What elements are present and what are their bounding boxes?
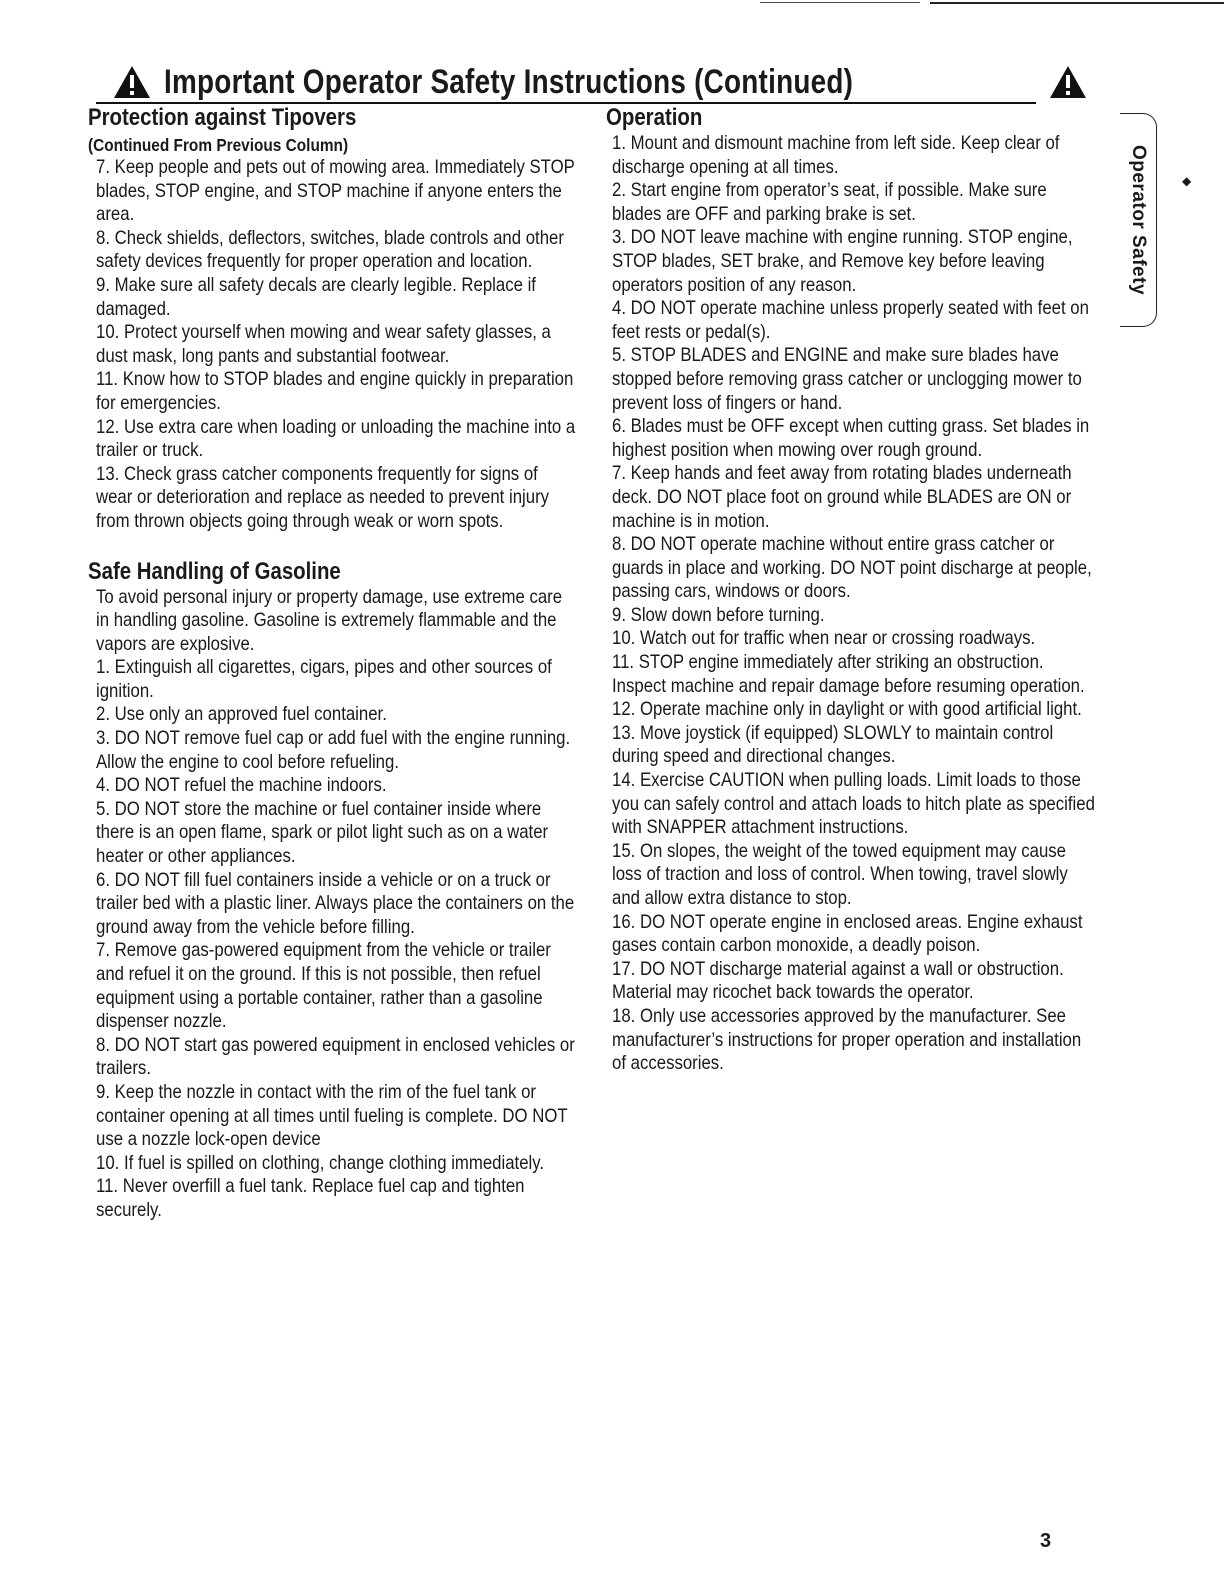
list-item: 1. Mount and dismount machine from left side. Keep clear of discharge opening at all times.	[612, 132, 1060, 178]
list-item: 14. Exercise CAUTION when pulling loads. Limit loads to those you can safely control and attach loads to hitch plate as specified with SNAPPER attachment instructions.	[612, 769, 1095, 839]
warning-triangle-icon	[1048, 64, 1088, 100]
page-number: 3	[1040, 1530, 1052, 1552]
section-intro: To avoid personal injury or property damage, use extreme care in handling gasoline. Gasoline is extremely flammable and the vapors are explosive.	[96, 585, 563, 655]
list-item: 11. Never overfill a fuel tank. Replace fuel cap and tighten securely.	[96, 1175, 525, 1221]
top-rule	[760, 2, 920, 3]
list-item: 9. Keep the nozzle in contact with the rim of the fuel tank or container opening at all times until fueling is complete. DO NOT use a nozzle lock-open device	[96, 1080, 568, 1151]
list-item: 9. Slow down before turning.	[612, 603, 825, 626]
page-header	[96, 60, 1076, 108]
list-item: 2. Start engine from operator’s seat, if possible. Make sure blades are OFF and parking brake is set.	[612, 179, 1047, 225]
list-item: 11. STOP engine immediately after striking an obstruction. Inspect machine and repair damage before resuming operation.	[612, 651, 1085, 697]
list-item: 7. Keep people and pets out of mowing area. Immediately STOP blades, STOP engine, and STOP machine if anyone enters the area.	[96, 156, 575, 226]
list-item: 10. If fuel is spilled on clothing, change clothing immediately.	[96, 1151, 545, 1174]
list-item: 10. Protect yourself when mowing and wear safety glasses, a dust mask, long pants and substantial footwear.	[96, 321, 551, 367]
list-item: 12. Operate machine only in daylight or with good artificial light.	[612, 698, 1082, 721]
list-item: 8. Check shields, deflectors, switches, blade controls and other safety devices frequently for proper operation and location.	[96, 226, 564, 273]
list-item: 5. DO NOT store the machine or fuel container inside where there is an open flame, spark or pilot light such as on a water heater or other appliances.	[96, 797, 549, 868]
list-item: 1. Extinguish all cigarettes, cigars, pipes and other sources of ignition.	[96, 656, 552, 702]
left-column	[88, 104, 576, 1223]
list-item: 15. On slopes, the weight of the towed equipment may cause loss of traction and loss of control. When towing, travel slowly and allow extra distance to stop.	[612, 839, 1068, 909]
side-tab-label: Operator Safety	[1128, 144, 1149, 296]
list-item: 9. Make sure all safety decals are clearly legible. Replace if damaged.	[96, 273, 536, 320]
list-item: 7. Keep hands and feet away from rotating blades underneath deck. DO NOT place foot on ground while BLADES are ON or machine is in motion.	[612, 462, 1072, 532]
list-item: 3. DO NOT remove fuel cap or add fuel with the engine running. Allow the engine to cool before refueling.	[96, 727, 571, 773]
page-title: Important Operator Safety Instructions (Continued)	[164, 63, 854, 101]
list-item: 4. DO NOT operate machine unless properly seated with feet on feet rests or pedal(s).	[612, 297, 1089, 343]
list-item: 8. DO NOT operate machine without entire grass catcher or guards in place and working. DO NOT point discharge at people, passing cars, windows or doors.	[612, 533, 1092, 603]
list-item: 13. Move joystick (if equipped) SLOWLY to maintain control during speed and directional changes.	[612, 721, 1054, 768]
list-item: 16. DO NOT operate engine in enclosed areas. Engine exhaust gases contain carbon monoxide, a deadly poison.	[612, 910, 1083, 957]
continued-note: (Continued From Previous Column)	[88, 135, 349, 155]
bullet-mark: ◆	[1182, 174, 1192, 188]
list-item: 18. Only use accessories approved by the manufacturer. See manufacturer’s instructions for proper operation and installation of accessories.	[612, 1004, 1082, 1075]
list-item: 11. Know how to STOP blades and engine quickly in preparation for emergencies.	[96, 368, 574, 414]
top-rule	[930, 2, 1224, 4]
list-item: 3. DO NOT leave machine with engine running. STOP engine, STOP blades, SET brake, and Remove key before leaving operators position of any reason.	[612, 226, 1073, 296]
right-column	[606, 104, 1095, 1076]
warning-triangle-icon	[112, 64, 152, 100]
list-item: 8. DO NOT start gas powered equipment in enclosed vehicles or trailers.	[96, 1033, 575, 1080]
section-heading-operation: Operation	[606, 104, 703, 131]
section-heading-tipovers: Protection against Tipovers	[88, 104, 357, 131]
list-item: 5. STOP BLADES and ENGINE and make sure blades have stopped before removing grass catcher or unclogging mower to prevent loss of fingers or hand.	[612, 344, 1082, 414]
list-item: 6. DO NOT fill fuel containers inside a vehicle or on a truck or trailer bed with a plastic liner. Always place the containers on the ground away from the vehicle before filling.	[96, 868, 575, 938]
list-item: 10. Watch out for traffic when near or crossing roadways.	[612, 627, 1036, 650]
section-heading-gasoline: Safe Handling of Gasoline	[88, 557, 341, 585]
list-item: 12. Use extra care when loading or unloading the machine into a trailer or truck.	[96, 415, 576, 462]
list-item: 2. Use only an approved fuel container.	[96, 703, 387, 726]
list-item: 13. Check grass catcher components frequently for signs of wear or deterioration and replace as needed to prevent injury from thrown objects going through weak or worn spots.	[96, 462, 550, 532]
list-item: 7. Remove gas-powered equipment from the vehicle or trailer and refuel it on the ground. If this is not possible, then refuel equipment using a portable container, rather than a gasoline dispenser nozzle.	[96, 939, 551, 1033]
list-item: 6. Blades must be OFF except when cutting grass. Set blades in highest position when mowing over rough ground.	[612, 415, 1090, 461]
list-item: 17. DO NOT discharge material against a wall or obstruction. Material may ricochet back towards the operator.	[612, 957, 1064, 1004]
list-item: 4. DO NOT refuel the machine indoors.	[96, 774, 387, 797]
